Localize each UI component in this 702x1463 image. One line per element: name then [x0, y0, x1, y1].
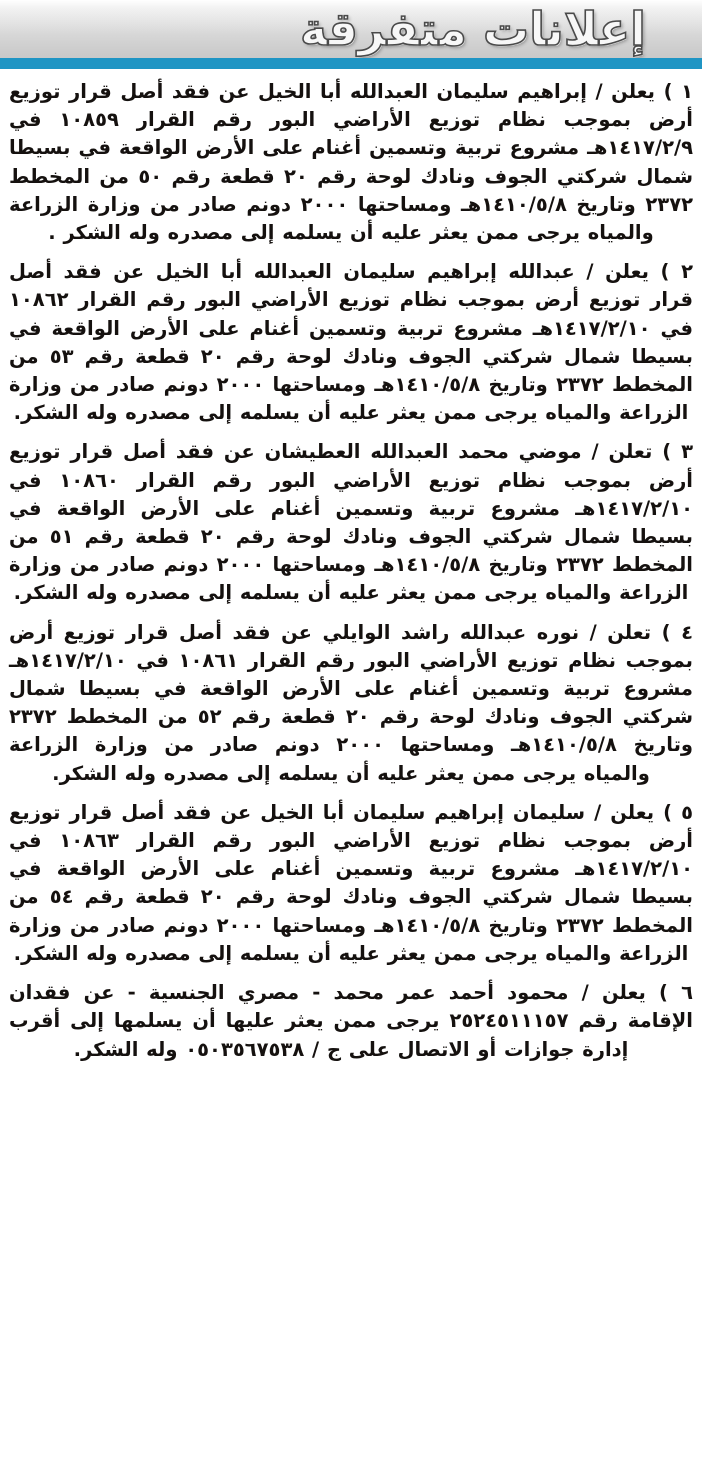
ad-item: ٣ ) تعلن / موضي محمد العبدالله العطيشان عن فقد أصل قرار توزيع أرض بموجب نظام توزيع الأراضي البور رقم القرار ١٠٨٦٠ في ١٤١٧/٢/١٠هـ مشروع تربية وتسمين أغنام على الأرض الواقعة في بسيطا شمال شركتي الجوف ونادك لوحة رقم ٢٠ قطعة رقم ٥١ من المخطط ٢٣٧٢ وتاريخ ١٤١٠/٥/٨هـ ومساحتها ٢٠٠٠ دونم صادر من وزارة الزراعة والمياه يرجى ممن يعثر عليه أن يسلمه إلى مصدره وله الشكر.	[9, 440, 693, 605]
ad-item: ٥ ) يعلن / سليمان إبراهيم سليمان أبا الخيل عن فقد أصل قرار توزيع أرض بموجب نظام توزيع الأراضي البور رقم القرار ١٠٨٦٣ في ١٤١٧/٢/١٠هـ مشروع تربية وتسمين أغنام على الأرض الواقعة في بسيطا شمال شركتي الجوف ونادك لوحة رقم ٢٠ قطعة رقم ٥٤ من المخطط ٢٣٧٢ وتاريخ ١٤١٠/٥/٨هـ ومساحتها ٢٠٠٠ دونم صادر من وزارة الزراعة والمياه يرجى ممن يعثر عليه أن يسلمه إلى مصدره وله الشكر.	[9, 800, 693, 965]
ads-container	[0, 69, 702, 1463]
ad-item: ٤ ) تعلن / نوره عبدالله راشد الوايلي عن فقد أصل قرار توزيع أرض بموجب نظام توزيع الأراضي البور رقم القرار ١٠٨٦١ في ١٤١٧/٢/١٠هـ مشروع تربية وتسمين أغنام على الأرض الواقعة في بسيطا شمال شركتي الجوف ونادك لوحة رقم ٢٠ قطعة رقم ٥٢ من المخطط ٢٣٧٢ وتاريخ ١٤١٠/٥/٨هـ ومساحتها ٢٠٠٠ دونم صادر من وزارة الزراعة والمياه يرجى ممن يعثر عليه أن يسلمه إلى مصدره وله الشكر.	[9, 620, 694, 785]
page-title: إعلانات متفرقة	[300, 2, 646, 56]
ad-item: ٦ ) يعلن / محمود أحمد عمر محمد - مصري الجنسية - عن فقدان الإقامة رقم ٢٥٢٤٥١١١٥٧ يرجى ممن يعثر عليها أن يسلمها إلى أقرب إدارة جوازات أو الاتصال على ج / ٠٥٠٣٥٦٧٥٣٨ وله الشكر.	[9, 981, 693, 1061]
masthead-banner	[0, 0, 702, 58]
ad-item: ١ ) يعلن / إبراهيم سليمان العبدالله أبا الخيل عن فقد أصل قرار توزيع أرض بموجب نظام توزيع الأراضي البور رقم القرار ١٠٨٥٩ في ١٤١٧/٢/٩هـ مشروع تربية وتسمين أغنام على الأرض الواقعة في بسيطا شمال شركتي الجوف ونادك لوحة رقم ٢٠ قطعة رقم ٥٠ من المخطط ٢٣٧٢ وتاريخ ١٤١٠/٥/٨هـ ومساحتها ٢٠٠٠ دونم صادر من وزارة الزراعة والمياه يرجى ممن يعثر عليه أن يسلمه إلى مصدره وله الشكر .	[9, 80, 693, 245]
ad-item: ٢ ) يعلن / عبدالله إبراهيم سليمان العبدالله أبا الخيل عن فقد أصل قرار توزيع أرض بموجب نظام توزيع الأراضي البور رقم القرار ١٠٨٦٢ في ١٤١٧/٢/١٠هـ مشروع تربية وتسمين أغنام على الأرض الواقعة في بسيطا شمال شركتي الجوف ونادك لوحة رقم ٢٠ قطعة رقم ٥٣ من المخطط ٢٣٧٢ وتاريخ ١٤١٠/٥/٨هـ ومساحتها ٢٠٠٠ دونم صادر من وزارة الزراعة والمياه يرجى ممن يعثر عليه أن يسلمه إلى مصدره وله الشكر.	[9, 260, 693, 425]
accent-rule	[0, 58, 702, 69]
